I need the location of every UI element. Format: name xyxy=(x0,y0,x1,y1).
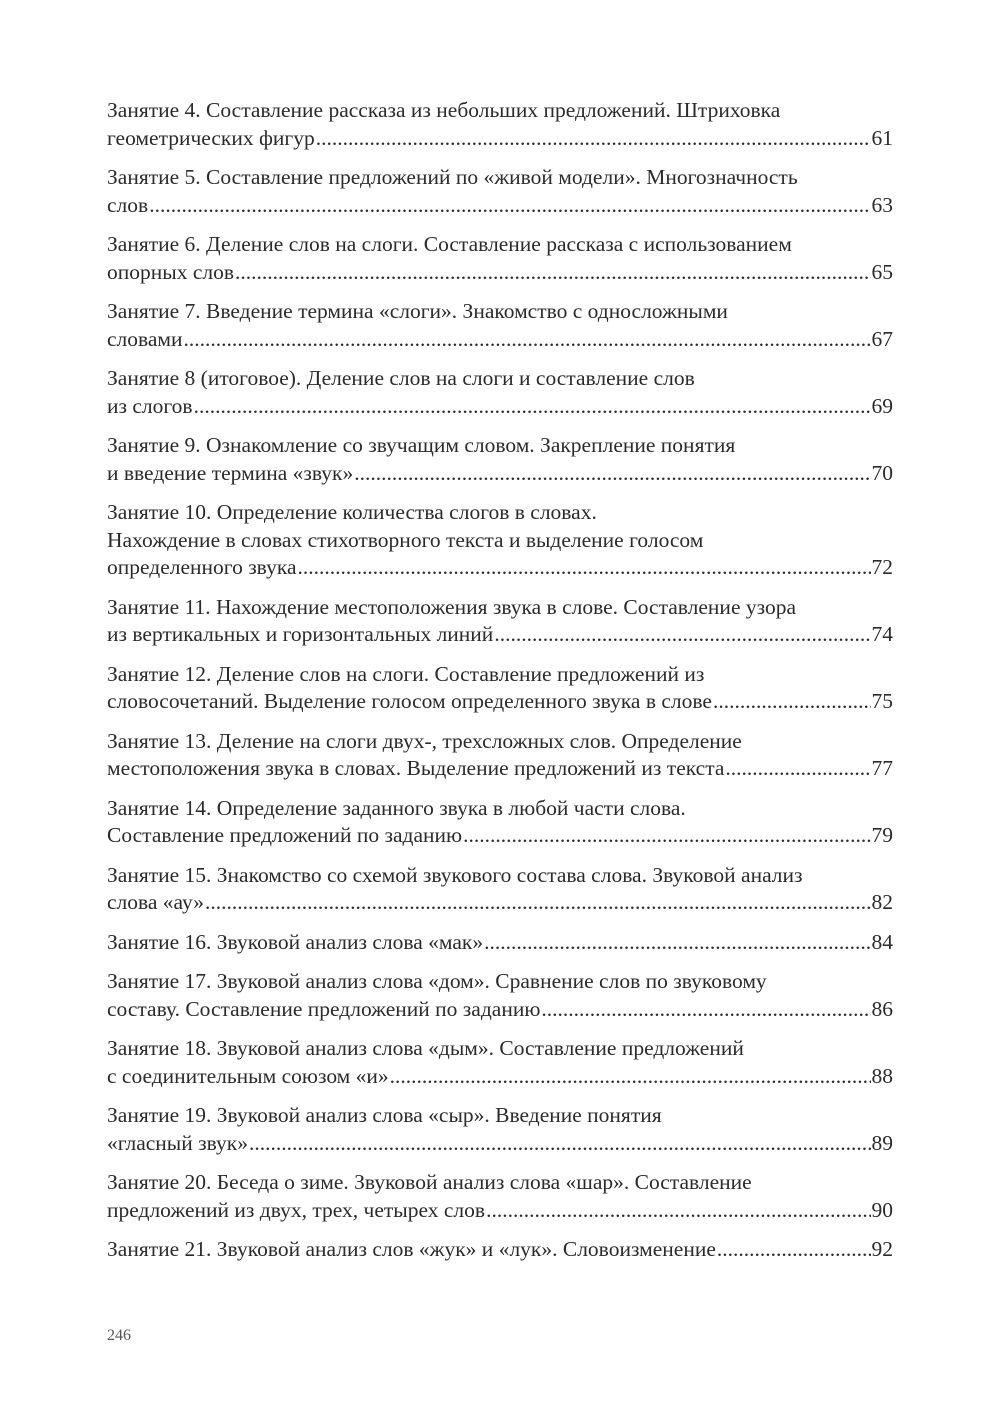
entry-line: из слогов xyxy=(107,393,193,418)
toc-entry[interactable] xyxy=(107,728,893,783)
entry-line: Занятие 15. Знакомство со схемой звукового состава слова. Звуковой анализ xyxy=(107,862,803,887)
entry-page-number: 65 xyxy=(871,259,893,284)
entry-line: Занятие 4. Составление рассказа из небольших предложений. Штриховка xyxy=(107,98,781,122)
entry-page-number: 70 xyxy=(871,460,893,485)
entry-line: Занятие 6. Деление слов на слоги. Составление рассказа с использованием xyxy=(107,232,792,256)
entry-line: Занятие 20. Беседа о зиме. Звуковой анализ слова «шар». Составление xyxy=(107,1170,752,1194)
entry-page-number: 72 xyxy=(871,555,893,579)
entry-line: Занятие 9. Ознакомление со звучащим словом. Закрепление понятия xyxy=(107,433,736,457)
entry-page-number: 92 xyxy=(871,1237,893,1261)
entry-page-number: 61 xyxy=(871,125,893,150)
entry-line: Занятие 10. Определение количества слогов в словах. xyxy=(107,500,597,524)
entry-line: Занятие 18. Звуковой анализ слова «дым». Составление предложений xyxy=(107,1036,744,1060)
entry-line: местоположения звука в словах. Выделение предложений из текста xyxy=(107,756,725,780)
leader-dots xyxy=(725,755,870,783)
entry-page-number: 84 xyxy=(871,929,893,954)
entry-line: словосочетаний. Выделение голосом определенного звука в слове xyxy=(107,689,712,713)
entry-line: Занятие 13. Деление на слоги двух-, трехсложных слов. Определение xyxy=(107,728,742,753)
entry-line: Занятие 14. Определение заданного звука в любой части слова. xyxy=(107,795,686,820)
leader-dots xyxy=(463,822,870,850)
entry-line: из вертикальных и горизонтальных линий xyxy=(107,622,494,646)
entry-page-number: 89 xyxy=(871,1130,893,1155)
entry-page-number: 82 xyxy=(871,890,893,914)
entry-line: определенного звука xyxy=(107,555,297,579)
leader-dots xyxy=(235,259,870,287)
toc-entry[interactable] xyxy=(107,661,893,716)
entry-line: геометрических фигур xyxy=(107,125,315,150)
toc-entry[interactable] xyxy=(107,432,893,487)
leader-dots xyxy=(316,125,871,153)
toc-entry[interactable] xyxy=(107,97,893,152)
entry-line: предложений из двух, трех, четырех слов xyxy=(107,1197,486,1222)
leader-dots xyxy=(541,996,870,1024)
entry-line: Занятие 21. Звуковой анализ слов «жук» и «лук». Словоизменение xyxy=(107,1237,716,1261)
entry-page-number: 77 xyxy=(871,756,893,780)
entry-page-number: 75 xyxy=(871,689,893,713)
page-number: 246 xyxy=(107,1327,131,1344)
toc-entry[interactable] xyxy=(107,365,893,420)
entry-line: составу. Составление предложений по заданию xyxy=(107,996,541,1021)
toc-entry[interactable] xyxy=(107,499,893,582)
entry-line: Занятие 8 (итоговое). Деление слов на слоги и составление слов xyxy=(107,366,695,390)
entry-line: Занятие 17. Звуковой анализ слова «дом». Сравнение слов по звуковому xyxy=(107,969,767,993)
toc-entry[interactable] xyxy=(107,594,893,649)
entry-page-number: 90 xyxy=(871,1197,893,1222)
entry-page-number: 63 xyxy=(871,192,893,217)
entry-line: и введение термина «звук» xyxy=(107,460,354,485)
toc-entry[interactable] xyxy=(107,164,893,219)
leader-dots xyxy=(713,688,871,716)
toc-entry[interactable] xyxy=(107,231,893,286)
toc-entry[interactable] xyxy=(107,1035,893,1090)
entry-page-number: 86 xyxy=(871,996,893,1021)
entry-line: Занятие 5. Составление предложений по «живой модели». Многозначность xyxy=(107,165,798,189)
toc-entry[interactable] xyxy=(107,298,893,353)
leader-dots xyxy=(717,1236,871,1264)
entry-line: Занятие 11. Нахождение местоположения звука в слове. Составление узора xyxy=(107,594,797,619)
entry-page-number: 67 xyxy=(871,326,893,351)
entry-line: Занятие 19. Звуковой анализ слова «сыр». Введение понятия xyxy=(107,1103,662,1127)
entry-line: «гласный звук» xyxy=(107,1130,248,1155)
toc-entry[interactable] xyxy=(107,862,893,917)
entry-line: Занятие 16. Звуковой анализ слова «мак» xyxy=(107,929,484,954)
table-of-contents xyxy=(107,97,893,1276)
entry-line: Составление предложений по заданию xyxy=(107,823,463,847)
leader-dots xyxy=(354,460,870,488)
leader-dots xyxy=(249,1130,871,1158)
entry-line: Нахождение в словах стихотворного текста и выделение голосом xyxy=(107,527,704,552)
leader-dots xyxy=(298,554,871,582)
entry-page-number: 79 xyxy=(871,823,893,847)
entry-line: слова «ау» xyxy=(107,890,205,914)
entry-line: с соединительным союзом «и» xyxy=(107,1063,389,1088)
leader-dots xyxy=(486,1197,870,1225)
entry-line: словами xyxy=(107,326,183,351)
leader-dots xyxy=(149,192,870,220)
toc-entry[interactable] xyxy=(107,1169,893,1224)
entry-line: опорных слов xyxy=(107,259,235,284)
entry-line: слов xyxy=(107,192,149,217)
toc-entry[interactable] xyxy=(107,968,893,1023)
leader-dots xyxy=(494,621,870,649)
entry-line: Занятие 12. Деление слов на слоги. Составление предложений из xyxy=(107,661,705,686)
leader-dots xyxy=(184,326,871,354)
entry-page-number: 88 xyxy=(871,1063,893,1088)
toc-entry[interactable] xyxy=(107,1236,893,1264)
toc-entry[interactable] xyxy=(107,795,893,850)
leader-dots xyxy=(194,393,871,421)
entry-page-number: 74 xyxy=(871,622,893,646)
leader-dots xyxy=(390,1063,871,1091)
entry-line: Занятие 7. Введение термина «слоги». Знакомство с односложными xyxy=(107,299,728,323)
entry-page-number: 69 xyxy=(871,393,893,418)
toc-entry[interactable] xyxy=(107,1102,893,1157)
toc-entry[interactable] xyxy=(107,929,893,957)
leader-dots xyxy=(484,929,870,957)
leader-dots xyxy=(205,889,870,917)
